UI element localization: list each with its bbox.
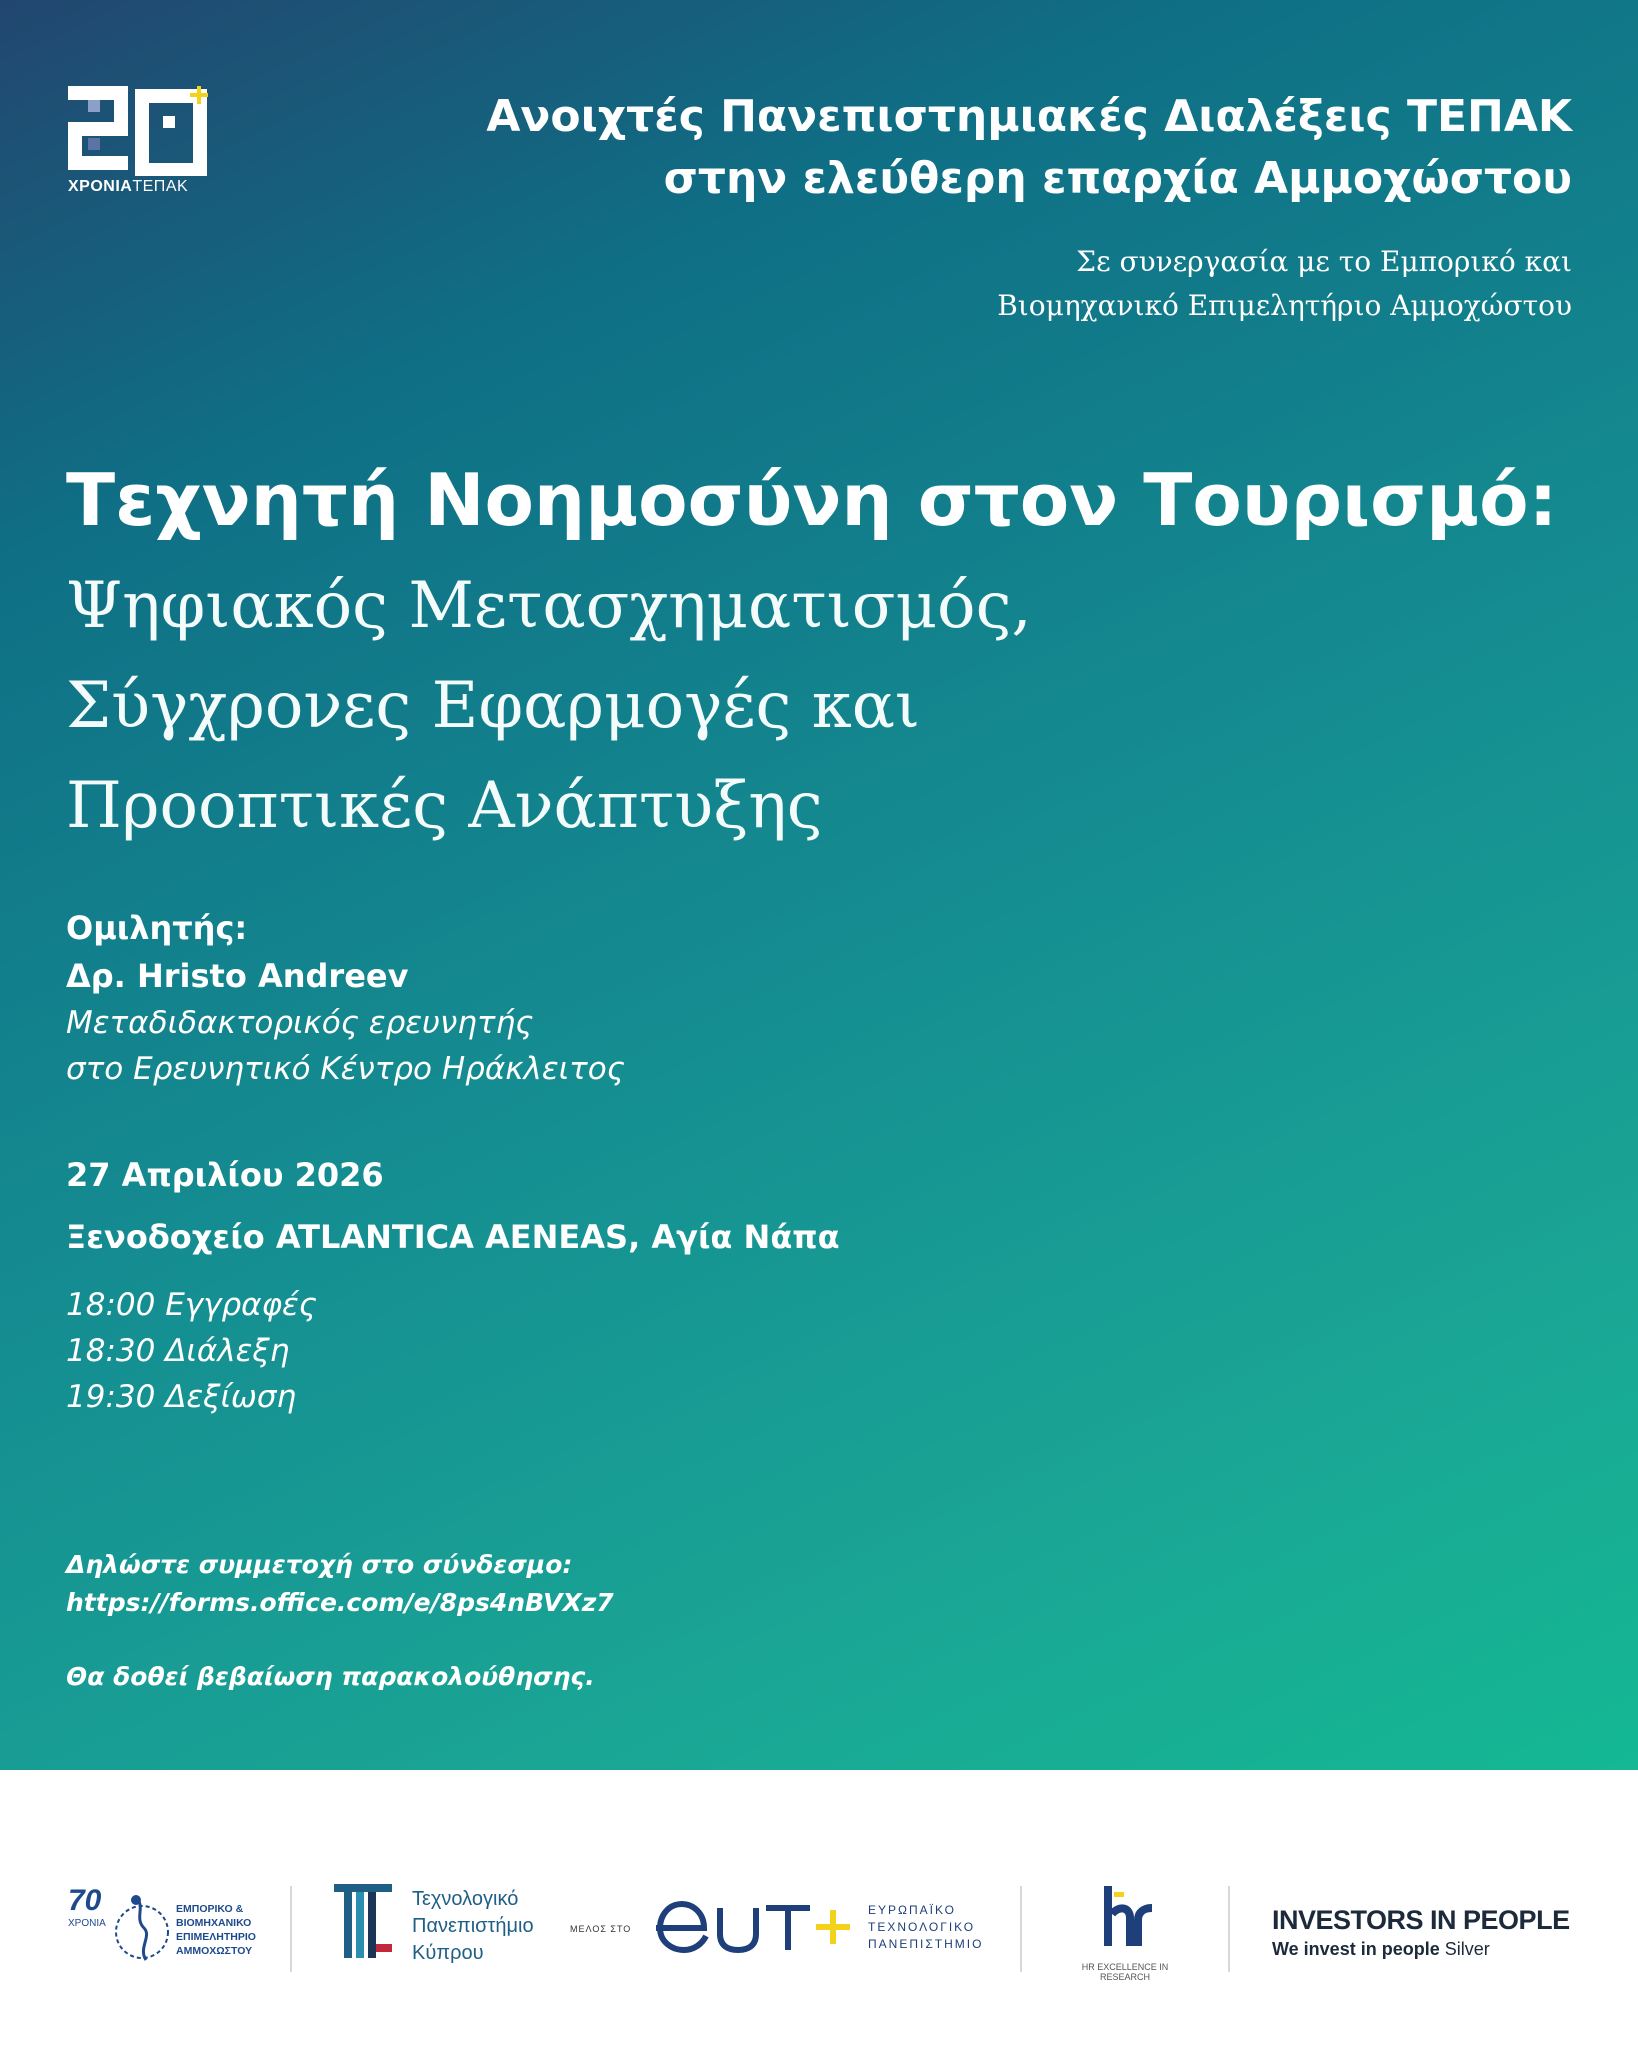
hr-caption: HR EXCELLENCE IN RESEARCH bbox=[1081, 1962, 1169, 1982]
speaker-role-line-1: Μεταδιδακτορικός ερευνητής bbox=[66, 1005, 534, 1041]
logo-word-bold: ΧΡΟΝΙΑ bbox=[68, 178, 133, 195]
title-line-4: Προοπτικές Ανάπτυξης bbox=[66, 769, 823, 843]
title-line-2: Ψηφιακός Μετασχηματισμός, bbox=[66, 569, 1032, 643]
partner-note bbox=[997, 240, 1572, 328]
chamber-line-4: ΑΜΜΟΧΩΣΤΟΥ bbox=[176, 1945, 253, 1957]
eut-line-1: ΕΥΡΩΠΑΪΚΟ bbox=[868, 1903, 956, 1917]
speaker-block bbox=[66, 904, 625, 1092]
schedule-item: 19:30 Δεξίωση bbox=[66, 1379, 297, 1415]
footer-divider bbox=[290, 1886, 292, 1972]
speaker-name: Δρ. Hristo Andreev bbox=[66, 957, 409, 995]
logo-word-light: ΤΕΠΑΚ bbox=[132, 178, 189, 195]
event-date: 27 Απριλίου 2026 bbox=[66, 1156, 384, 1194]
registration-link[interactable]: https://forms.office.com/e/8ps4nBVXz7 bbox=[66, 1588, 614, 1617]
schedule-item: 18:00 Εγγραφές bbox=[66, 1287, 317, 1323]
hr-logo-icon bbox=[1090, 1884, 1160, 1954]
iip-level: Silver bbox=[1444, 1939, 1490, 1959]
chamber-line-3: ΕΠΙΜΕΛΗΤΗΡΙΟ bbox=[176, 1931, 256, 1943]
iip-tagline: We invest in people bbox=[1272, 1939, 1440, 1959]
event-details bbox=[66, 1144, 840, 1268]
registration-block bbox=[66, 1546, 614, 1696]
iip-tagline-row bbox=[1272, 1936, 1570, 1962]
partner-line-2: Βιομηχανικό Επιμελητήριο Αμμοχώστου bbox=[997, 289, 1572, 322]
series-heading bbox=[486, 86, 1572, 210]
speaker-label: Ομιλητής: bbox=[66, 909, 248, 947]
lecture-title bbox=[66, 450, 1566, 856]
schedule-item: 18:30 Διάλεξη bbox=[66, 1333, 290, 1369]
chamber-years: ΧΡΟΝΙΑ bbox=[68, 1918, 106, 1929]
cut-line-3: Κύπρου bbox=[412, 1942, 484, 1964]
eut-line-3: ΠΑΝΕΠΙΣΤΗΜΙΟ bbox=[868, 1937, 984, 1951]
chamber-70: 70 bbox=[68, 1884, 102, 1917]
title-main: Τεχνητή Νοημοσύνη στον Τουρισμό: bbox=[66, 458, 1558, 542]
footer-divider bbox=[1228, 1886, 1230, 1972]
twenty-years-logo bbox=[68, 86, 228, 202]
twenty-logo-mark bbox=[68, 86, 218, 176]
twenty-logo-caption bbox=[68, 178, 188, 196]
hr-excellence-logo bbox=[1060, 1884, 1190, 1982]
schedule-list bbox=[66, 1282, 317, 1420]
partner-line-1: Σε συνεργασία με το Εμπορικό και bbox=[1076, 245, 1572, 278]
cut-name bbox=[412, 1886, 534, 1967]
registration-prompt: Δηλώστε συμμετοχή στο σύνδεσμο: bbox=[66, 1550, 573, 1579]
iip-title: INVESTORS IN PEOPLE bbox=[1272, 1905, 1570, 1935]
member-of-label: ΜΕΛΟΣ ΣΤΟ bbox=[570, 1924, 632, 1934]
chamber-emblem-icon bbox=[106, 1888, 172, 1968]
cut-line-2: Πανεπιστήμιο bbox=[412, 1915, 534, 1937]
chamber-logo bbox=[66, 1884, 266, 1974]
chamber-line-2: ΒΙΟΜΗΧΑΝΙΚΟ bbox=[176, 1917, 252, 1929]
cut-line-1: Τεχνολογικό bbox=[412, 1888, 519, 1910]
chamber-line-1: ΕΜΠΟΡΙΚΟ & bbox=[176, 1903, 244, 1915]
title-line-3: Σύγχρονες Εφαρμογές και bbox=[66, 669, 920, 743]
eut-name bbox=[868, 1902, 983, 1953]
chamber-name bbox=[176, 1902, 276, 1958]
eut-logo-icon bbox=[652, 1894, 862, 1958]
eut-line-2: ΤΕΧΝΟΛΟΓΙΚΟ bbox=[868, 1920, 976, 1934]
speaker-role-line-2: στο Ερευνητικό Κέντρο Ηράκλειτος bbox=[66, 1051, 625, 1087]
series-line-1: Ανοιχτές Πανεπιστημιακές Διαλέξεις ΤΕΠΑΚ bbox=[486, 91, 1572, 142]
investors-in-people-logo bbox=[1272, 1904, 1570, 1962]
series-line-2: στην ελεύθερη επαρχία Αμμοχώστου bbox=[663, 153, 1572, 204]
attendance-note: Θα δοθεί βεβαίωση παρακολούθησης. bbox=[66, 1662, 595, 1691]
footer-divider bbox=[1020, 1886, 1022, 1972]
cut-logo-icon bbox=[334, 1884, 392, 1960]
event-venue: Ξενοδοχείο ATLANTICA AENEAS, Αγία Νάπα bbox=[66, 1218, 840, 1256]
